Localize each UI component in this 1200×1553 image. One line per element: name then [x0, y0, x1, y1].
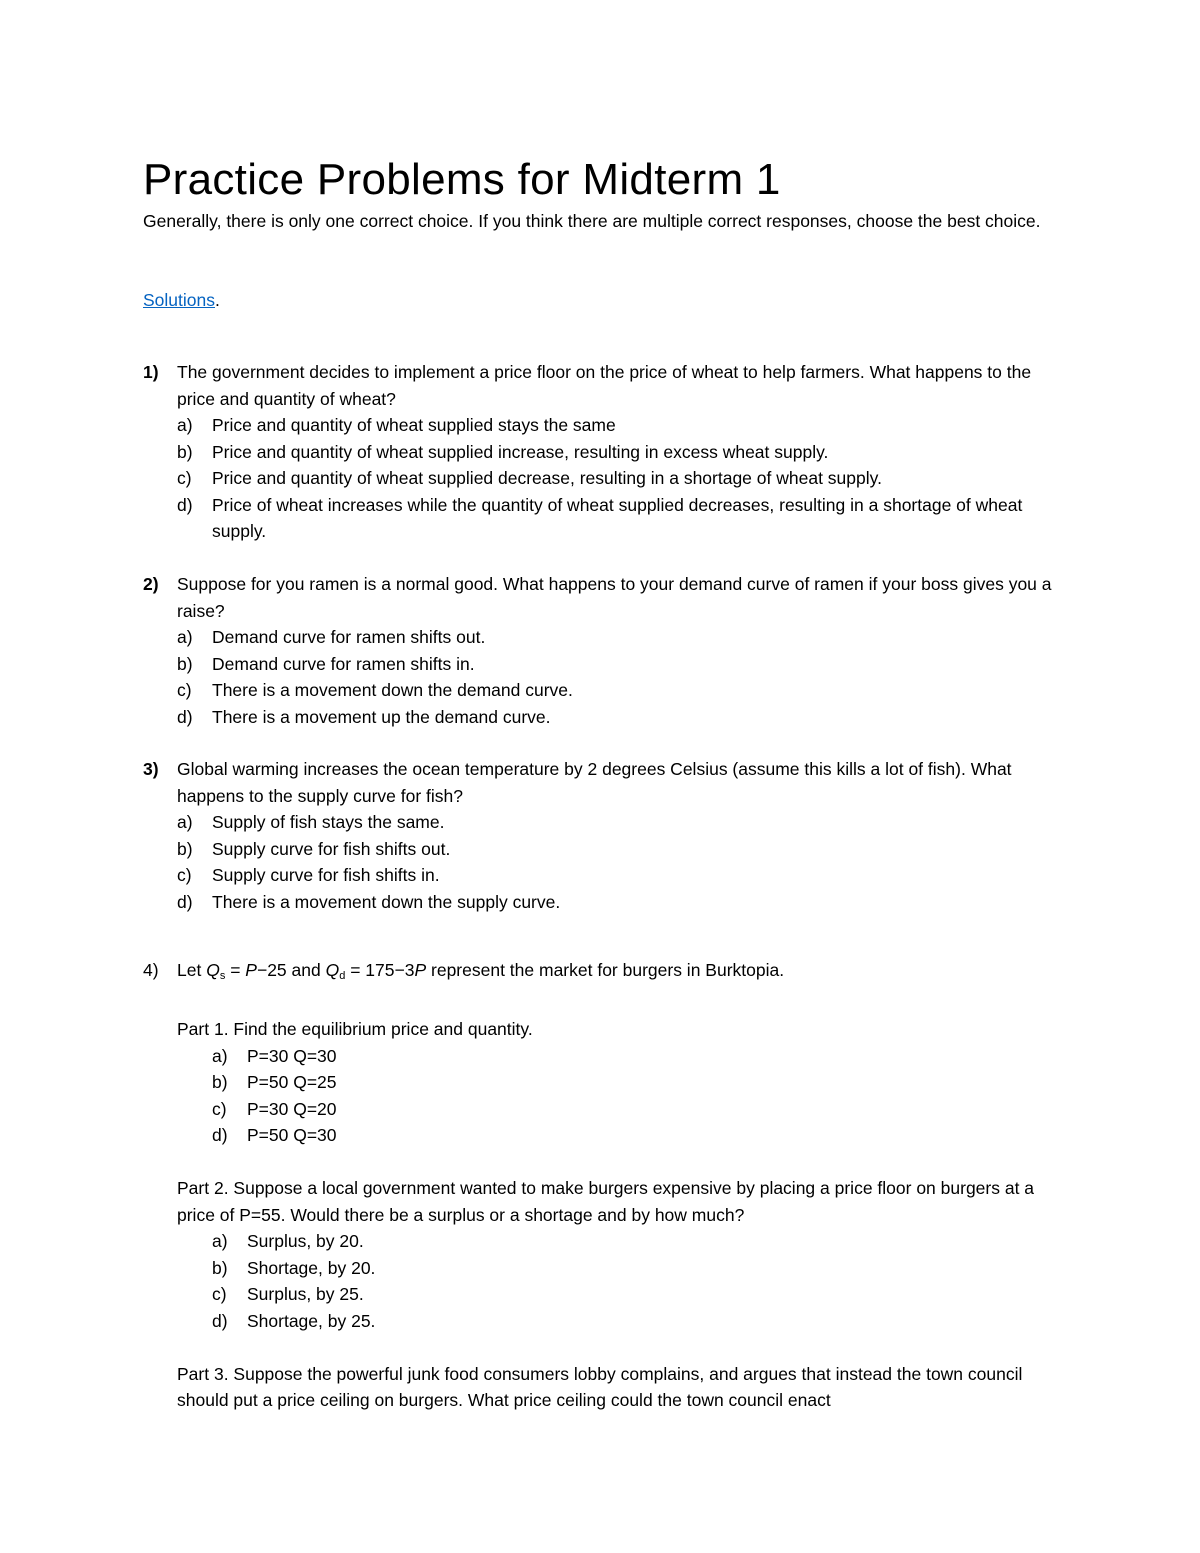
option-letter: a) — [212, 1045, 228, 1066]
answer-option — [177, 889, 1063, 916]
answer-options — [177, 624, 1063, 730]
answer-option — [212, 1043, 1063, 1070]
answer-option — [177, 412, 1063, 439]
answer-option — [177, 439, 1063, 466]
option-letter: a) — [177, 627, 193, 647]
answer-options — [177, 809, 1063, 915]
option-letter: d) — [177, 706, 193, 727]
option-text: Shortage, by 25. — [247, 1310, 376, 1331]
answer-option — [177, 862, 1063, 889]
option-letter: a) — [212, 1231, 228, 1251]
option-text: Supply of fish stays the same. — [212, 812, 445, 832]
option-text: There is a movement down the demand curve. — [212, 680, 573, 700]
part-text: Suppose a local government wanted to make burgers expensive by placing a price floor on burgers at a price of P=55. Would there be a surplus or a shortage and by how much? — [177, 1178, 1035, 1225]
option-letter: a) — [177, 415, 193, 435]
answer-option — [212, 1308, 1063, 1335]
option-letter: b) — [212, 1257, 228, 1278]
option-letter: d) — [212, 1125, 228, 1145]
question-number: 1) — [143, 362, 159, 382]
answer-option — [212, 1069, 1063, 1096]
answer-option — [212, 1228, 1063, 1255]
option-text: Surplus, by 25. — [247, 1284, 364, 1304]
option-text: There is a movement down the supply curve. — [212, 891, 561, 912]
part-text: Suppose the powerful junk food consumers lobby complains, and argues that instead the town council should put a price ceiling on burgers. What price ceiling could the town council enact — [177, 1363, 1023, 1410]
option-text: Demand curve for ramen shifts out. — [212, 627, 486, 647]
qs-variable: Q — [206, 960, 220, 980]
qd-subscript: d — [339, 970, 346, 982]
option-text: P=50 Q=25 — [247, 1072, 337, 1092]
stem-text: = 175−3 — [345, 960, 415, 980]
intro-text: Generally, there is only one correct choice. If you think there are multiple correct responses, choose the best choice. — [143, 211, 1041, 231]
option-letter: c) — [177, 468, 192, 488]
answer-option — [177, 809, 1063, 836]
option-letter: b) — [177, 653, 193, 674]
question-stem: Global warming increases the ocean temperature by 2 degrees Celsius (assume this kills a lot of fish). What happens to the supply curve for fish? — [177, 759, 1012, 806]
answer-option — [177, 465, 1063, 492]
answer-option — [212, 1096, 1063, 1123]
part-label: Part 3. — [177, 1363, 229, 1384]
part-2 — [177, 1175, 1063, 1228]
question-stem — [177, 957, 1063, 990]
solutions-line — [143, 287, 220, 314]
stem-text: Let — [177, 960, 207, 980]
answer-option — [177, 624, 1063, 651]
answer-options — [177, 412, 1063, 545]
option-text: Price of wheat increases while the quantity of wheat supplied decreases, resulting in a shortage of wheat supply. — [212, 494, 1023, 541]
qs-price-variable: P — [245, 960, 257, 980]
option-text: Supply curve for fish shifts in. — [212, 865, 440, 885]
answer-option — [177, 677, 1063, 704]
answer-options — [212, 1228, 1063, 1334]
part-1 — [177, 1016, 1063, 1043]
page-title: Practice Problems for Midterm 1 — [143, 155, 781, 204]
option-letter: c) — [177, 680, 192, 700]
option-text: Price and quantity of wheat supplied increase, resulting in excess wheat supply. — [212, 441, 829, 462]
solutions-suffix: . — [215, 290, 220, 310]
option-text: Price and quantity of wheat supplied decrease, resulting in a shortage of wheat supply. — [212, 468, 882, 488]
qd-price-variable: P — [414, 960, 427, 980]
option-letter: d) — [177, 891, 193, 912]
solutions-link[interactable]: Solutions — [143, 290, 215, 310]
option-text: Shortage, by 20. — [247, 1257, 376, 1278]
question-stem: The government decides to implement a price floor on the price of wheat to help farmers. What happens to the price and quantity of wheat? — [177, 362, 1032, 409]
question-stem: Suppose for you ramen is a normal good. What happens to your demand curve of ramen if your boss gives you a raise? — [177, 574, 1052, 621]
answer-option — [177, 704, 1063, 731]
option-letter: d) — [177, 494, 193, 515]
question-4 — [143, 957, 1063, 1414]
part-text: Find the equilibrium price and quantity. — [228, 1019, 533, 1039]
answer-option — [177, 836, 1063, 863]
answer-option — [177, 651, 1063, 678]
answer-option — [177, 492, 1063, 545]
answer-option — [212, 1255, 1063, 1282]
part-label: Part 1. — [177, 1019, 229, 1039]
part-label: Part 2. — [177, 1178, 229, 1198]
option-text: Price and quantity of wheat supplied stays the same — [212, 415, 616, 435]
option-text: P=50 Q=30 — [247, 1125, 337, 1145]
stem-text: represent the market for burgers in Burktopia. — [426, 960, 785, 980]
question-number: 2) — [143, 574, 159, 594]
answer-options — [212, 1043, 1063, 1149]
question-3 — [143, 756, 1063, 915]
option-text: Demand curve for ramen shifts in. — [212, 653, 475, 674]
question-number: 4) — [143, 960, 159, 980]
option-letter: b) — [212, 1072, 228, 1092]
option-letter: c) — [212, 1098, 227, 1119]
option-letter: b) — [177, 838, 193, 859]
part-3 — [177, 1361, 1063, 1414]
option-letter: c) — [177, 865, 192, 885]
option-letter: a) — [177, 812, 193, 832]
option-text: There is a movement up the demand curve. — [212, 706, 551, 727]
option-text: Surplus, by 20. — [247, 1231, 364, 1251]
option-letter: c) — [212, 1284, 227, 1304]
stem-text: −25 — [256, 960, 287, 980]
question-2 — [143, 571, 1063, 730]
option-letter: b) — [177, 441, 193, 462]
option-text: P=30 Q=20 — [247, 1098, 337, 1119]
question-number: 3) — [143, 759, 159, 779]
qd-variable: Q — [325, 960, 340, 980]
answer-option — [212, 1122, 1063, 1149]
question-1 — [143, 359, 1063, 545]
option-text: Supply curve for fish shifts out. — [212, 838, 451, 859]
stem-text: and — [286, 960, 326, 980]
option-letter: d) — [212, 1310, 228, 1331]
option-text: P=30 Q=30 — [247, 1045, 337, 1066]
qs-subscript: s — [219, 970, 226, 982]
answer-option — [212, 1281, 1063, 1308]
stem-text: = — [225, 960, 246, 980]
